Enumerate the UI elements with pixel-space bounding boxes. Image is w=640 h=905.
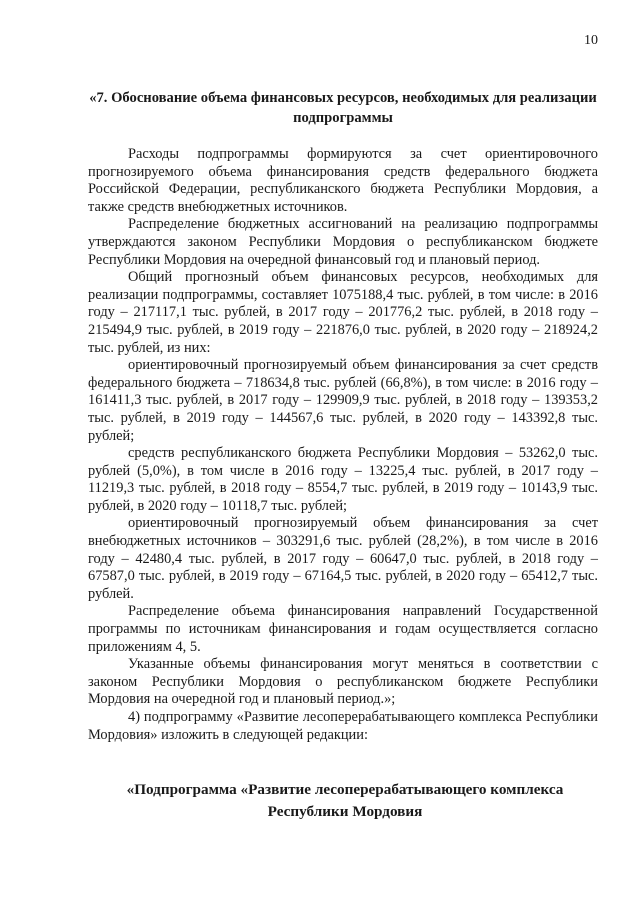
paragraph-subprogram-amendment: 4) подпрограмму «Развитие лесоперерабатывающего комплекса Республики Мордовия» изложить в следующей редакции:: [88, 709, 598, 743]
paragraph-total-volume: Общий прогнозный объем финансовых ресурсов, необходимых для реализации подпрограммы, составляет 1075188,4 тыс. рублей, в том числе: в 2016 году – 217117,1 тыс. рублей, в 2017 году – 201776,2 тыс. рублей, в 2018 году – 215494,9 тыс. рублей, в 2019 году – 221876,0 тыс. рублей, в 2020 году – 218924,2 тыс. рублей, из них:: [88, 269, 598, 356]
paragraph-distribution: Распределение объема финансирования направлений Государственной программы по источникам финансирования и годам осуществляется согласно приложениям 4, 5.: [88, 603, 598, 655]
subprogram-title: «Подпрограмма «Развитие лесоперерабатывающего комплекса Республики Мордовия: [126, 781, 564, 820]
paragraph-republican-budget: средств республиканского бюджета Республики Мордовия – 53262,0 тыс. рублей (5,0%), в том числе в 2016 году – 13225,4 тыс. рублей, в 2017 году – 11219,3 тыс. рублей, в 2018 году – 8554,7 тыс. рублей, в 2019 году – 10143,9 тыс. рублей, в 2020 году – 10118,7 тыс. рублей;: [88, 445, 598, 514]
paragraph-expenses-sources: Расходы подпрограммы формируются за счет ориентировочного прогнозируемого объема финансирования средств федерального бюджета Российской Федерации, республиканского бюджета Республики Мордовия, а также средств внебюджетных источников.: [88, 146, 598, 215]
paragraph-extrabudgetary: ориентировочный прогнозируемый объем финансирования за счет внебюджетных источников – 303291,6 тыс. рублей (28,2%), в том числе в 2016 году – 42480,4 тыс. рублей, в 2017 году – 60647,0 тыс. рублей, в 2018 году – 67587,0 тыс. рублей, в 2019 году – 67164,5 тыс. рублей, в 2020 году – 65412,7 тыс. рублей.: [88, 515, 598, 602]
page-number: 10: [584, 33, 598, 48]
paragraph-volume-changes: Указанные объемы финансирования могут меняться в соответствии с законом Республики Мордовия о республиканском бюджете Республики Мордовия на очередной год и плановый период.»;: [88, 656, 598, 708]
paragraph-budget-allocation: Распределение бюджетных ассигнований на реализацию подпрограммы утверждаются законом Республики Мордовия о республиканском бюджете Республики Мордовия на очередной финансовый год и плановый период.: [88, 216, 598, 268]
paragraph-federal-budget: ориентировочный прогнозируемый объем финансирования за счет средств федерального бюджета – 718634,8 тыс. рублей (66,8%), в том числе: в 2016 году – 161411,3 тыс. рублей, в 2017 году – 129909,9 тыс. рублей, в 2018 году – 139353,2 тыс. рублей, в 2019 году – 144567,6 тыс. рублей, в 2020 году – 143392,8 тыс. рублей;: [88, 357, 598, 444]
section-title: «7. Обоснование объема финансовых ресурсов, необходимых для реализации подпрограммы: [89, 90, 597, 126]
body-text: [88, 146, 598, 744]
